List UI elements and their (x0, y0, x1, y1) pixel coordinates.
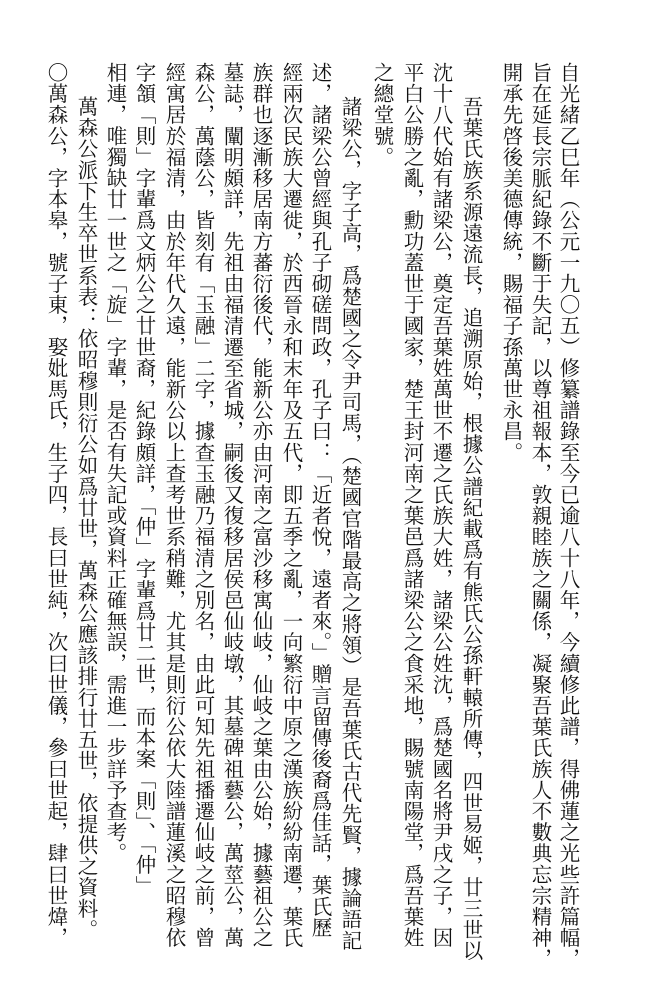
text-column-7: 之總堂號。 (370, 62, 394, 168)
text-column-4: 吾葉氏族系源遠流長，追溯原始，根據公譜紀載爲有熊氏公孫軒轅所傳，四世易姬，廿三世以 (459, 96, 483, 962)
text-column-18: 〇萬森公，字本皋，號子東，娶妣馬氏，生子四，長曰世純，次曰世儀，參曰世起，肆曰世煒， (44, 62, 68, 949)
text-column-11: 族群也逐漸移居南方蕃衍後代，能新公亦由河南之富沙移寓仙岐，仙岐之葉由公始，據藝祖公之 (249, 62, 273, 949)
text-column-6: 平白公勝之亂，勳功蓋世于國家，楚王封河南之葉邑爲諸梁公之食采地，賜號南陽堂，爲吾葉姓 (400, 62, 424, 949)
text-column-9: 述，諸梁公曾經與孔子砌磋問政，孔子曰：「近者悅，遠者來。」贈言留傳後裔爲佳話，葉氏歷 (308, 62, 332, 938)
text-column-3: 開承先啓後美德傳統，賜福子孫萬世永昌。 (499, 62, 523, 463)
text-column-17: 萬森公派下生卒世系表：依昭穆則衍公如爲廿世，萬森公應該排行廿五世，依提供之資料。 (74, 96, 98, 940)
text-column-2: 旨在延長宗脈紀錄不斷于失記，以尊祖報本，敦親睦族之關係，凝聚吾葉氏族人不數典忘宗精神， (528, 62, 552, 970)
text-column-13: 森公，萬蔭公，皆刻有「玉融」二字，據查玉融乃福清之別名，由此可知先祖播遷仙岐之前，曾 (191, 62, 215, 949)
text-column-10: 經兩次民族大遷徙，於西晉永和末年及五代，即五季之亂，一向繁衍中原之漢族紛紛南遷，葉氏 (279, 62, 303, 949)
text-column-16: 相連，唯獨缺廿一世之「旋」字輩，是否有失記或資料正確無誤，需進一步詳予查考。 (103, 62, 127, 864)
text-column-5: 沈十八代始有諸梁公，奠定吾葉姓萬世不遷之氏族大姓，諸梁公姓沈，爲楚國名將尹戌之子，因 (429, 62, 453, 949)
text-column-8: 諸梁公，字子高，爲楚國之令尹司馬，（楚國官階最高之將領）是吾葉氏古代先賢，據論語記 (338, 96, 362, 951)
text-column-14: 經寓居於福清，由於年代久遠，能新公以上查考世系稍難，尤其是則衍公依大陸譜蓮溪之昭穆依 (162, 62, 186, 949)
text-column-12: 墓誌，闡明頗詳，先祖由福清遷至省城，嗣後又復移居侯邑仙岐墩，其墓碑祖藝公，萬莖公，萬 (220, 62, 244, 949)
text-column-15: 字頷「則」字輩爲文炳公之廿世裔，紀錄頗詳，「仲」字輩爲廿二世，而本案「則」、「仲」 (132, 62, 156, 897)
text-column-1: 自光緒乙巳年（公元一九〇五）修纂譜錄至今已逾八十八年，今續修此譜，得佛蓮之光些許篇幅， (556, 62, 580, 970)
